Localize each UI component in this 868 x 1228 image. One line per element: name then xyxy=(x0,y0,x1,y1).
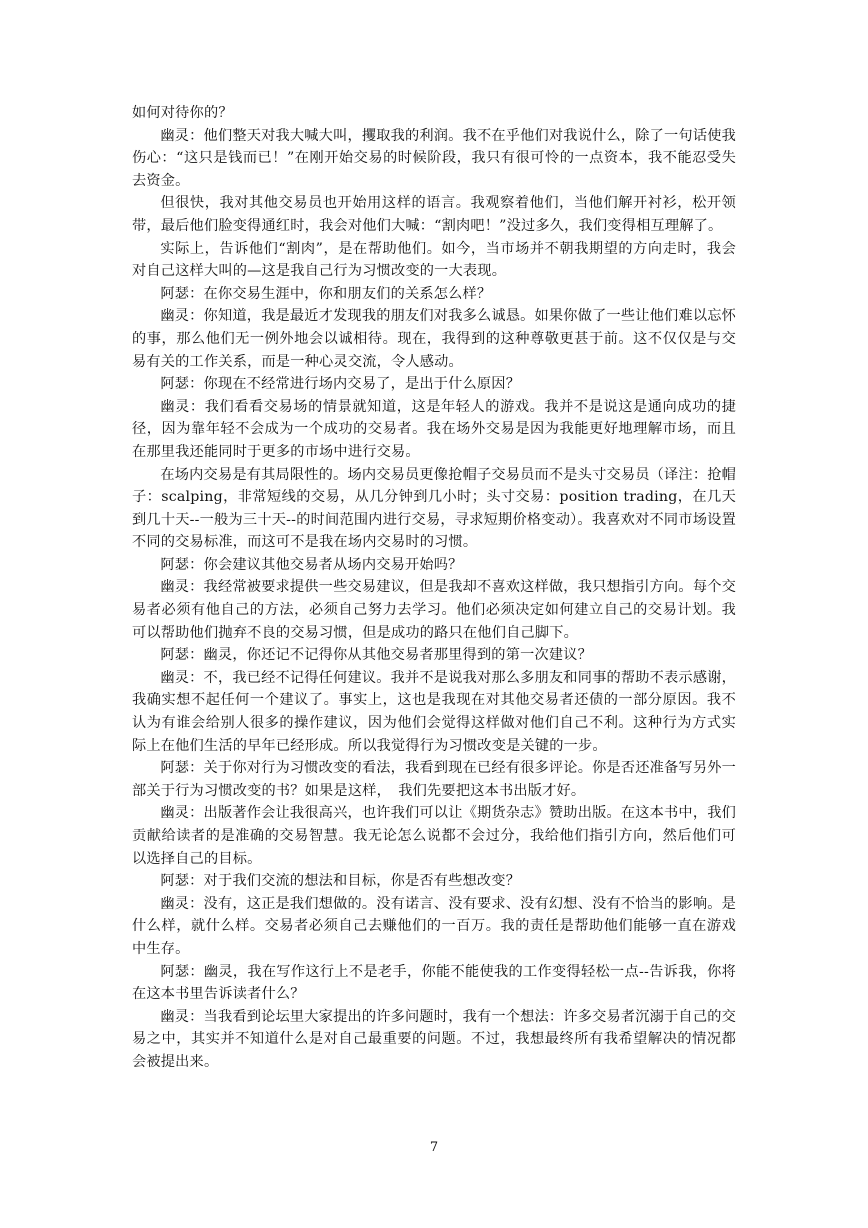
paragraph: 实际上，告诉他们“割肉”，是在帮助他们。如今，当市场并不朝我期望的方向走时，我会对自己这样大叫的—这是我自己行为习惯改变的一大表现。 xyxy=(132,240,736,280)
paragraph: 在场内交易是有其局限性的。场内交易员更像抢帽子交易员而不是头寸交易员（译注：抢帽子：scalping，非常短线的交易，从几分钟到几小时；头寸交易：position trading，在几天到几十天--一般为三十天--的时间范围内进行交易，寻求短期价格变动）。我喜欢对不同市场设置不同的交易标准，而这可不是我在场内交易时的习惯。 xyxy=(132,466,736,551)
paragraph: 阿瑟：关于你对行为习惯改变的看法，我看到现在已经有很多评论。你是否还准备写另外一部关于行为习惯改变的书？如果是这样， 我们先要把这本书出版才好。 xyxy=(132,760,736,799)
paragraph: 阿瑟：在你交易生涯中，你和朋友们的关系怎么样？ xyxy=(160,285,492,302)
body-text xyxy=(132,102,736,1074)
paragraph: 幽灵：出版著作会让我很高兴，也许我们可以让《期货杂志》赞助出版。在这本书中，我们贡献给读者的是准确的交易智慧。我无论怎么说都不会过分，我给他们指引方向，然后他们可以选择自己的目标。 xyxy=(132,805,736,867)
paragraph: 阿瑟：幽灵，你还记不记得你从其他交易者那里得到的第一次建议？ xyxy=(160,647,593,664)
paragraph: 幽灵：没有，这正是我们想做的。没有诺言、没有要求、没有幻想、没有不恰当的影响。是什么样，就什么样。交易者必须自己去赚他们的一百万。我的责任是帮助他们能够一直在游戏中生存。 xyxy=(132,895,736,957)
paragraph: 阿瑟：你现在不经常进行场内交易了，是出于什么原因？ xyxy=(160,376,521,393)
paragraph: 阿瑟：幽灵，我在写作这行上不是老手，你能不能使我的工作变得轻松一点--告诉我，你将在这本书里告诉读者什么？ xyxy=(132,963,736,1003)
paragraph: 阿瑟：你会建议其他交易者从场内交易开始吗？ xyxy=(160,556,463,573)
page-number: 7 xyxy=(429,1140,439,1155)
paragraph: 幽灵：不，我已经不记得任何建议。我并不是说我对那么多朋友和同事的帮助不表示感谢，我确实想不起任何一个建议了。事实上，这也是我现在对其他交易者还债的一部分原因。我不认为有谁会给别人很多的操作建议，因为他们会觉得这样做对他们自己不利。这种行为方式实际上在他们生活的早年已经形成。所以我觉得行为习惯改变是关键的一步。 xyxy=(132,669,736,754)
paragraph: 幽灵：我经常被要求提供一些交易建议，但是我却不喜欢这样做，我只想指引方向。每个交易者必须有他自己的方法，必须自己努力去学习。他们必须决定如何建立自己的交易计划。我可以帮助他们抛弃不良的交易习惯，但是成功的路只在他们自己脚下。 xyxy=(132,579,736,641)
paragraph: 阿瑟：对于我们交流的想法和目标，你是否有些想改变？ xyxy=(160,873,521,890)
paragraph: 如何对待你的？ xyxy=(132,105,233,121)
paragraph: 幽灵：我们看看交易场的情景就知道，这是年轻人的游戏。我并不是说这是通向成功的捷径，因为靠年轻不会成为一个成功的交易者。我在场外交易是因为我能更好地理解市场，而且在那里我还能同时于更多的市场中进行交易。 xyxy=(132,398,736,460)
paragraph: 幽灵：你知道，我是最近才发现我的朋友们对我多么诚恳。如果你做了一些让他们难以忘怀的事，那么他们无一例外地会以诚相待。现在，我得到的这种尊敬更甚于前。这不仅仅是与交易有关的工作关系，而是一种心灵交流，令人感动。 xyxy=(132,308,736,370)
paragraph: 幽灵：他们整天对我大喊大叫，攫取我的利润。我不在乎他们对我说什么，除了一句话使我伤心：“这只是钱而已！”在刚开始交易的时候阶段，我只有很可怜的一点资本，我不能忍受失去资金。 xyxy=(132,127,736,189)
paragraph: 幽灵：当我看到论坛里大家提出的许多问题时，我有一个想法：许多交易者沉溺于自己的交易之中，其实并不知道什么是对自己最重要的问题。不过，我想最终所有我希望解决的情况都会被提出来。 xyxy=(132,1008,736,1070)
paragraph: 但很快，我对其他交易员也开始用这样的语言。我观察着他们，当他们解开衬衫，松开领带，最后他们脸变得通红时，我会对他们大喊：“割肉吧！”没过多久，我们变得相互理解了。 xyxy=(132,195,736,234)
